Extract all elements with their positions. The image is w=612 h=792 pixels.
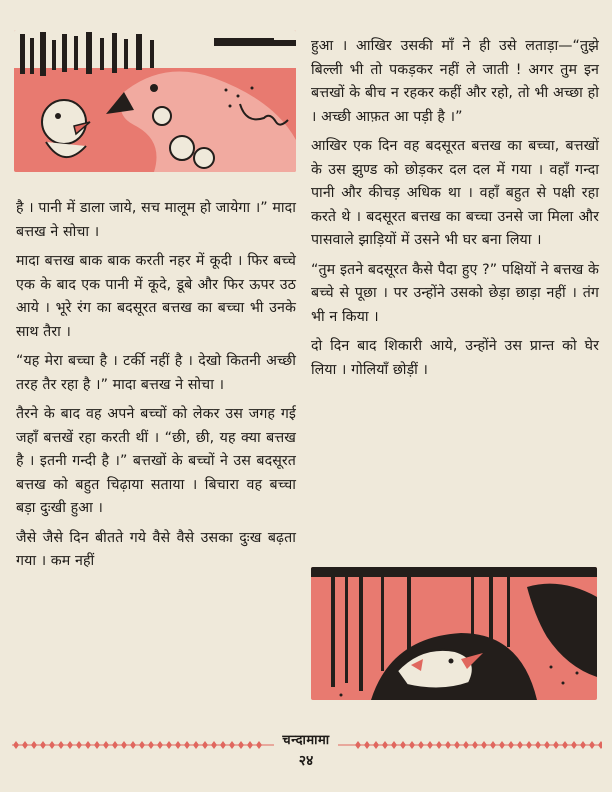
paragraph: दो दिन बाद शिकारी आये, उन्होंने उस प्रान्त को घेर लिया । गोलियाँ छोड़ीं ।	[311, 338, 599, 378]
paragraph: “यह मेरा बच्चा है । टर्की नहीं है । देखो कितनी अच्छी तरह तैर रहा है ।” मादा बत्तख ने सोचा ।	[16, 353, 296, 393]
ducklings-illustration	[14, 30, 296, 172]
paragraph: तैरने के बाद वह अपने बच्चों को लेकर उस जगह गई जहाँ बत्तखें रहा करती थीं । “छी, छी, यह क्या बत्तख है । इतनी गन्दी है ।” बत्तखों के बच्चों ने उस बदसूरत बत्तख को बहुत चिढ़ाया सताया । बिचारा वह बच्चा बड़ा दुःखी हुआ ।	[16, 406, 296, 516]
page-number: २४	[298, 753, 314, 769]
paragraph: “तुम इतने बदसूरत कैसे पैदा हुए ?” पक्षियों ने बत्तख के बच्चे से पूछा । पर उन्होंने उसको छेड़ा छाड़ा नहीं । तंग भी न किया ।	[311, 261, 599, 325]
paragraph: जैसे जैसे दिन बीतते गये वैसे वैसे उसका दुःख बढ़ता गया । कम नहीं	[16, 529, 296, 569]
paragraph: हुआ । आखिर उसकी माँ ने ही उसे लताड़ा—“तुझे बिल्ली भी तो पकड़कर नहीं ले जाती ! अगर तुम इन बत्तखों के बीच न रहकर कहीं और रहो, तो भी अच्छा हो । अच्छी आफ़त आ पड़ी है ।”	[311, 38, 599, 125]
paragraph: है । पानी में डाला जाये, सच मालूम हो जायेगा ।” मादा बत्तख ने सोचा ।	[16, 200, 296, 240]
paragraph: आखिर एक दिन वह बदसूरत बत्तख का बच्चा, बत्तखों के उस झुण्ड को छोड़कर दल दल में गया । वहाँ गन्दा पानी और कीचड़ अधिक था । वहाँ बहुत से पक्षी रहा करते थे । बदसूरत बत्तख का बच्चा उनसे जा मिला और पासवाले झाड़ियों में उसने भी घर बना लिया ।	[311, 138, 599, 248]
left-text-column	[16, 197, 296, 574]
paragraph: मादा बत्तख बाक बाक करती नहर में कूदी । फिर बच्चे एक के बाद एक पानी में कूदे, डूबे और फिर ऊपर उठ आये । भूरे रंग का बदसूरत बत्तख का बच्चा भी उनके साथ तैरा ।	[16, 253, 296, 340]
marsh-illustration	[311, 567, 597, 700]
magazine-name	[0, 730, 612, 748]
magazine-name-text: चन्दामामा	[274, 733, 337, 748]
right-text-column	[311, 35, 599, 382]
